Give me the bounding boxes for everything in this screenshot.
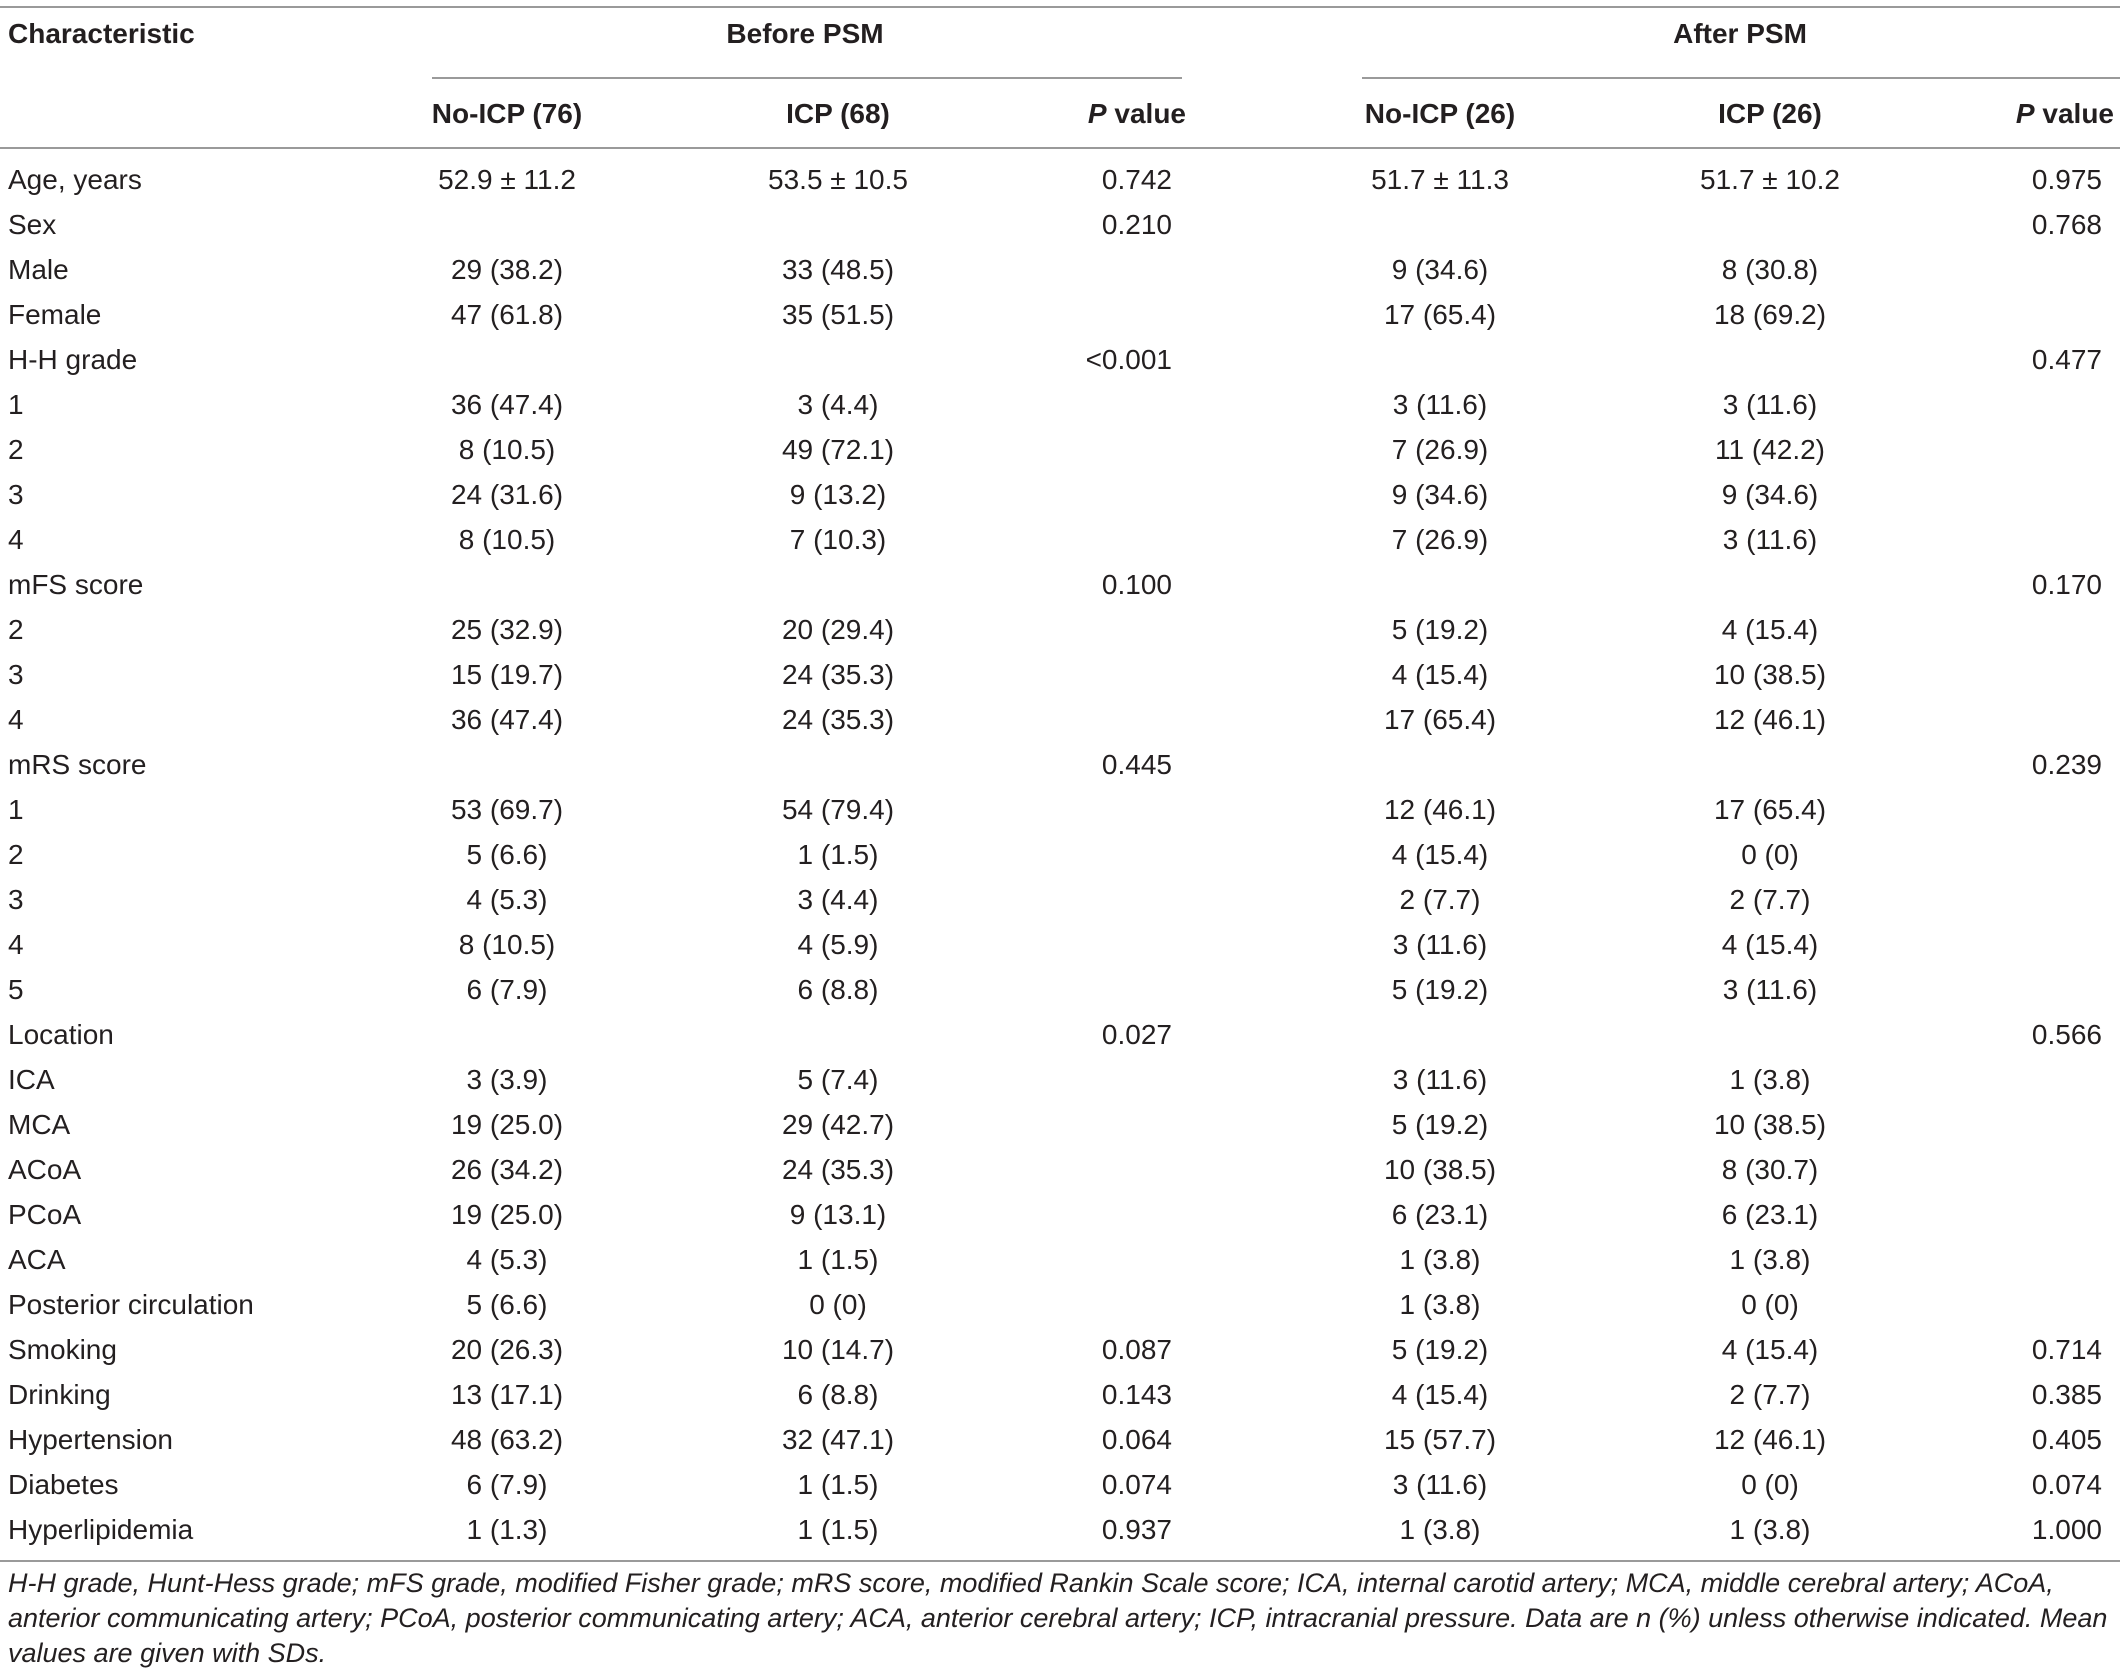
p-value-before-cell: 0.087 [1101,1334,1172,1365]
no-icp-after-cell: 51.7 ± 11.3 [1371,164,1509,195]
row-label: 5 [8,974,24,1005]
icp-before-cell: 49 (72.1) [781,434,895,465]
no-icp-after-cell: 5 (19.2) [1391,1334,1489,1365]
no-icp-before-cell: 36 (47.4) [450,389,564,420]
table-row [0,697,2120,742]
header-before-psm: Before PSM [726,18,884,49]
table-row [0,1147,2120,1192]
icp-before-cell: 54 (79.4) [781,794,895,825]
no-icp-before-cell: 19 (25.0) [450,1199,564,1230]
top-rule [0,6,2120,8]
icp-after-cell: 0 (0) [1741,839,1799,870]
row-label: mFS score [8,569,144,600]
icp-after-cell: 4 (15.4) [1721,614,1819,645]
p-value-before-cell: 0.742 [1101,164,1172,195]
row-label: Diabetes [8,1469,119,1500]
no-icp-before-cell: 15 (19.7) [450,659,564,690]
p-value-before-cell: 0.210 [1101,209,1172,240]
no-icp-after-cell: 9 (34.6) [1391,479,1489,510]
row-label: MCA [8,1109,71,1140]
no-icp-after-cell: 3 (11.6) [1392,1064,1488,1095]
no-icp-before-cell: 52.9 ± 11.2 [438,164,576,195]
row-label: H-H grade [8,344,138,375]
icp-before-cell: 6 (8.8) [797,974,879,1005]
row-label: 3 [8,659,24,690]
icp-before-cell: 24 (35.3) [781,704,895,735]
p-value-after-cell: 1.000 [2031,1514,2102,1545]
table-row [0,652,2120,697]
icp-before-cell: 35 (51.5) [781,299,895,330]
row-label: 2 [8,434,24,465]
icp-after-cell: 3 (11.6) [1722,524,1818,555]
icp-before-cell: 20 (29.4) [781,614,895,645]
icp-before-cell: 9 (13.2) [789,479,887,510]
row-label: Posterior circulation [8,1289,254,1320]
icp-after-cell: 6 (23.1) [1721,1199,1819,1230]
p-italic: P [2015,98,2035,129]
no-icp-before-cell: 3 (3.9) [466,1064,548,1095]
header-characteristic: Characteristic [8,18,195,49]
icp-before-cell: 1 (1.5) [797,1469,879,1500]
row-label: 4 [8,929,24,960]
no-icp-after-cell: 17 (65.4) [1383,299,1497,330]
icp-before-cell: 4 (5.9) [797,929,879,960]
p-value-before-cell: 0.445 [1101,749,1172,780]
icp-after-cell: 8 (30.7) [1721,1154,1819,1185]
icp-before-cell: 24 (35.3) [781,659,895,690]
icp-after-cell: 2 (7.7) [1729,1379,1811,1410]
table-row [0,1462,2120,1507]
icp-after-cell: 18 (69.2) [1713,299,1827,330]
no-icp-before-cell: 36 (47.4) [450,704,564,735]
header-no-icp-after: No-ICP (26) [1364,98,1516,129]
table-row [0,427,2120,472]
p-value-after-cell: 0.385 [2031,1379,2102,1410]
icp-after-cell: 4 (15.4) [1721,1334,1819,1365]
row-label: 3 [8,884,24,915]
row-label: Hyperlipidemia [8,1514,194,1545]
no-icp-after-cell: 17 (65.4) [1383,704,1497,735]
row-label: mRS score [8,749,147,780]
no-icp-before-cell: 47 (61.8) [450,299,564,330]
row-label: Hypertension [8,1424,173,1455]
row-label: Male [8,254,69,285]
no-icp-after-cell: 1 (3.8) [1399,1244,1481,1275]
table-row [0,202,2120,247]
no-icp-before-cell: 48 (63.2) [450,1424,564,1455]
no-icp-before-cell: 6 (7.9) [466,1469,548,1500]
table-row [0,1192,2120,1237]
row-label: ICA [8,1064,55,1095]
row-label: Location [8,1019,114,1050]
no-icp-after-cell: 1 (3.8) [1399,1289,1481,1320]
icp-after-cell: 0 (0) [1741,1469,1799,1500]
no-icp-after-cell: 12 (46.1) [1383,794,1497,825]
icp-before-cell: 1 (1.5) [797,1244,879,1275]
no-icp-after-cell: 3 (11.6) [1392,1469,1488,1500]
row-label: ACA [8,1244,66,1275]
no-icp-after-cell: 1 (3.8) [1399,1514,1481,1545]
icp-after-cell: 9 (34.6) [1721,479,1819,510]
icp-before-cell: 24 (35.3) [781,1154,895,1185]
icp-before-cell: 32 (47.1) [781,1424,895,1455]
no-icp-after-cell: 5 (19.2) [1391,1109,1489,1140]
p-value-after-cell: 0.074 [2031,1469,2102,1500]
table-row [0,1282,2120,1327]
p-value-before-cell: 0.143 [1101,1379,1172,1410]
icp-before-cell: 33 (48.5) [781,254,895,285]
table-row [0,832,2120,877]
no-icp-after-cell: 2 (7.7) [1399,884,1481,915]
no-icp-after-cell: 5 (19.2) [1391,974,1489,1005]
icp-after-cell: 8 (30.8) [1721,254,1819,285]
table-row [0,292,2120,337]
row-label: PCoA [8,1199,82,1230]
row-label: 2 [8,614,24,645]
table-row [0,742,2120,787]
table-footnote: H-H grade, Hunt-Hess grade; mFS grade, modified Fisher grade; mRS score, modified Rankin Scale score; ICA, internal carotid artery; MCA, middle cerebral artery; ACoA, anterior communicating artery; PCoA, posterior communicating artery; ACA, anterior cerebral artery; ICP, intracranial pressure. Data are n (%) unless otherwise indicated. Mean values are given with SDs. [8,1568,2108,1668]
no-icp-before-cell: 19 (25.0) [450,1109,564,1140]
icp-before-cell: 5 (7.4) [797,1064,879,1095]
row-label: 3 [8,479,24,510]
no-icp-before-cell: 20 (26.3) [450,1334,564,1365]
table-row [0,607,2120,652]
no-icp-before-cell: 1 (1.3) [466,1514,548,1545]
no-icp-before-cell: 5 (6.6) [466,1289,548,1320]
table-row [0,1237,2120,1282]
before-psm-rule [432,77,1182,79]
no-icp-before-cell: 29 (38.2) [450,254,564,285]
p-value-after-cell: 0.714 [2031,1334,2102,1365]
no-icp-after-cell: 4 (15.4) [1391,659,1489,690]
no-icp-before-cell: 4 (5.3) [466,1244,548,1275]
icp-after-cell: 12 (46.1) [1713,704,1827,735]
p-value-after-cell: 0.477 [2031,344,2102,375]
no-icp-before-cell: 24 (31.6) [450,479,564,510]
no-icp-before-cell: 13 (17.1) [450,1379,564,1410]
no-icp-after-cell: 3 (11.6) [1392,929,1488,960]
no-icp-before-cell: 53 (69.7) [450,794,564,825]
row-label: Female [8,299,102,330]
no-icp-before-cell: 6 (7.9) [466,974,548,1005]
bottom-rule [0,1560,2120,1562]
table-row [0,787,2120,832]
no-icp-before-cell: 8 (10.5) [458,524,556,555]
header-after-psm: After PSM [1673,18,1807,49]
table-row [0,382,2120,427]
table-row [0,337,2120,382]
no-icp-after-cell: 5 (19.2) [1391,614,1489,645]
row-label: 4 [8,704,24,735]
table-body [0,157,2120,1552]
icp-after-cell: 2 (7.7) [1729,884,1811,915]
no-icp-after-cell: 4 (15.4) [1391,1379,1489,1410]
p-value-before-cell: 0.100 [1101,569,1172,600]
icp-before-cell: 9 (13.1) [789,1199,887,1230]
table-row [0,877,2120,922]
no-icp-after-cell: 9 (34.6) [1391,254,1489,285]
icp-after-cell: 11 (42.2) [1715,434,1825,465]
p-value-before-cell: 0.064 [1101,1424,1172,1455]
p-value-before-cell: 0.027 [1101,1019,1172,1050]
header-icp-after: ICP (26) [1718,98,1822,129]
icp-after-cell: 3 (11.6) [1722,974,1818,1005]
p-value-after-cell: 0.405 [2031,1424,2102,1455]
no-icp-after-cell: 3 (11.6) [1392,389,1488,420]
no-icp-after-cell: 10 (38.5) [1383,1154,1497,1185]
p-italic: P [1087,98,1107,129]
icp-after-cell: 3 (11.6) [1722,389,1818,420]
icp-after-cell: 1 (3.8) [1729,1064,1811,1095]
p-value-after-cell: 0.566 [2031,1019,2102,1050]
icp-before-cell: 10 (14.7) [781,1334,895,1365]
no-icp-after-cell: 15 (57.7) [1383,1424,1497,1455]
table-row [0,517,2120,562]
row-label: 4 [8,524,24,555]
row-label: Drinking [8,1379,111,1410]
icp-before-cell: 3 (4.4) [797,389,879,420]
icp-after-cell: 10 (38.5) [1713,1109,1827,1140]
no-icp-after-cell: 7 (26.9) [1391,524,1489,555]
no-icp-before-cell: 25 (32.9) [450,614,564,645]
table-row [0,1012,2120,1057]
row-label: Smoking [8,1334,117,1365]
icp-after-cell: 0 (0) [1741,1289,1799,1320]
table-row [0,1507,2120,1552]
p-value-before-cell: <0.001 [1085,344,1172,375]
table-row [0,1327,2120,1372]
row-label: ACoA [8,1154,82,1185]
icp-before-cell: 6 (8.8) [797,1379,879,1410]
header-p-value-before [1000,98,1186,138]
table-row [0,922,2120,967]
p-value-label: value [1106,98,1186,129]
row-label: 1 [8,794,24,825]
no-icp-before-cell: 26 (34.2) [450,1154,564,1185]
p-value-label: value [2034,98,2114,129]
no-icp-before-cell: 8 (10.5) [458,929,556,960]
p-value-before-cell: 0.074 [1101,1469,1172,1500]
table-row [0,562,2120,607]
icp-before-cell: 1 (1.5) [797,839,879,870]
row-label: Sex [8,209,57,240]
no-icp-after-cell: 6 (23.1) [1391,1199,1489,1230]
p-value-before-cell: 0.937 [1101,1514,1172,1545]
icp-after-cell: 4 (15.4) [1721,929,1819,960]
table-row [0,967,2120,1012]
no-icp-before-cell: 8 (10.5) [458,434,556,465]
icp-after-cell: 17 (65.4) [1713,794,1827,825]
no-icp-after-cell: 7 (26.9) [1391,434,1489,465]
icp-before-cell: 0 (0) [809,1289,867,1320]
icp-before-cell: 29 (42.7) [781,1109,895,1140]
row-label: Age, years [8,164,142,195]
table-row [0,157,2120,202]
p-value-after-cell: 0.170 [2031,569,2102,600]
table-row [0,1102,2120,1147]
icp-after-cell: 10 (38.5) [1713,659,1827,690]
icp-after-cell: 1 (3.8) [1729,1244,1811,1275]
icp-before-cell: 1 (1.5) [797,1514,879,1545]
table-row [0,1372,2120,1417]
table-row [0,247,2120,292]
no-icp-before-cell: 4 (5.3) [466,884,548,915]
row-label: 2 [8,839,24,870]
no-icp-before-cell: 5 (6.6) [466,839,548,870]
p-value-after-cell: 0.768 [2031,209,2102,240]
table-row [0,472,2120,517]
header-p-value-after [1930,98,2114,138]
table-row [0,1057,2120,1102]
icp-after-cell: 51.7 ± 10.2 [1700,164,1840,195]
p-value-after-cell: 0.239 [2031,749,2102,780]
icp-after-cell: 1 (3.8) [1729,1514,1811,1545]
icp-after-cell: 12 (46.1) [1713,1424,1827,1455]
after-psm-rule [1362,77,2120,79]
icp-before-cell: 7 (10.3) [789,524,887,555]
table-row [0,1417,2120,1462]
icp-before-cell: 53.5 ± 10.5 [768,164,908,195]
header-icp-before: ICP (68) [786,98,890,129]
p-value-after-cell: 0.975 [2031,164,2102,195]
header-rule [0,147,2120,149]
header-no-icp-before: No-ICP (76) [431,98,583,129]
icp-before-cell: 3 (4.4) [797,884,879,915]
row-label: 1 [8,389,24,420]
no-icp-after-cell: 4 (15.4) [1391,839,1489,870]
